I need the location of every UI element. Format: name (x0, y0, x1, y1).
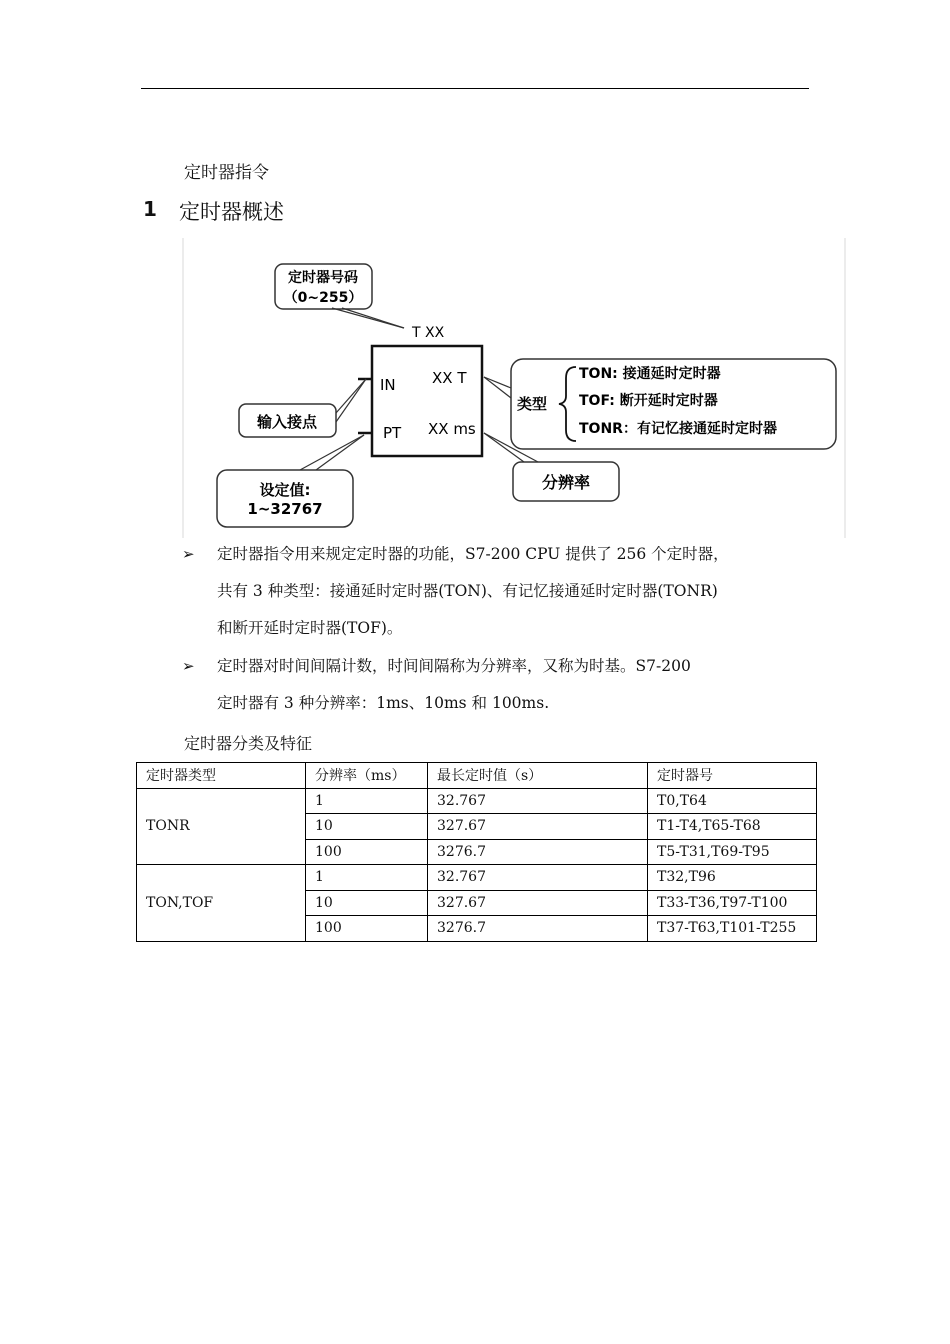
pin-pt: PT (383, 424, 402, 442)
output-ms: XX ms (428, 420, 476, 438)
bullet-arrow-icon: ➢ (182, 545, 195, 563)
table-header: 定时器号 (648, 763, 817, 789)
type-tonr: TONR：有记忆接通延时定时器 (579, 421, 777, 437)
timer-box (358, 346, 482, 456)
table-cell: T1-T4,T65-T68 (648, 814, 817, 840)
table-cell: 327.67 (428, 890, 648, 916)
timer-spec-table (136, 762, 817, 942)
document-title: 定时器指令 (184, 163, 269, 183)
table-cell: T37-T63,T101-T255 (648, 916, 817, 942)
table-cell: T33-T36,T97-T100 (648, 890, 817, 916)
table-header: 定时器类型 (137, 763, 306, 789)
bullet-line: 定时器对时间间隔计数，时间间隔称为分辨率，又称为时基。S7-200 (217, 657, 691, 675)
table-cell: 327.67 (428, 814, 648, 840)
type-label: 类型 (517, 395, 548, 413)
type-ton: TON: 接通延时定时器 (579, 366, 721, 382)
timer-type-cell: TONR (137, 788, 306, 865)
table-cell: T32,T96 (648, 865, 817, 891)
table-row (137, 788, 817, 814)
table-cell: 1 (306, 788, 428, 814)
preset-callout (217, 435, 364, 527)
bullet-line: 定时器有 3 种分辨率：1ms、10ms 和 100ms. (217, 694, 550, 712)
table-cell: T5-T31,T69-T95 (648, 839, 817, 865)
table-row (137, 865, 817, 891)
table-cell: 100 (306, 916, 428, 942)
preset-label: 设定值: (259, 481, 311, 499)
input-contact-label: 输入接点 (256, 413, 318, 431)
table-header: 分辨率（ms） (306, 763, 428, 789)
table-cell: T0,T64 (648, 788, 817, 814)
table-cell: 32.767 (428, 788, 648, 814)
timer-block-diagram (182, 238, 846, 538)
input-contact-callout (239, 379, 366, 437)
pin-in: IN (380, 376, 396, 394)
table-header: 最长定时值（s） (428, 763, 648, 789)
table-cell: 32.767 (428, 865, 648, 891)
table-caption: 定时器分类及特征 (184, 734, 313, 753)
bullet-line: 定时器指令用来规定定时器的功能，S7-200 CPU 提供了 256 个定时器， (217, 545, 729, 563)
bullet-line: 和断开延时定时器(TOF)。 (217, 619, 403, 637)
table-cell: 3276.7 (428, 916, 648, 942)
table-cell: 1 (306, 865, 428, 891)
type-tof: TOF: 断开延时定时器 (579, 393, 718, 409)
type-callout (484, 359, 836, 449)
header-rule (141, 88, 809, 89)
bullet-arrow-icon: ➢ (182, 657, 195, 675)
table-header-row (137, 763, 817, 789)
bullet-paragraph (182, 536, 822, 647)
section-number: 1 (143, 197, 157, 221)
timer-type-cell: TON,TOF (137, 865, 306, 942)
resolution-label: 分辨率 (541, 473, 591, 492)
table-cell: 100 (306, 839, 428, 865)
preset-range: 1~32767 (247, 500, 323, 518)
table-cell: 10 (306, 890, 428, 916)
timer-number-callout (275, 264, 404, 328)
bullet-line: 共有 3 种类型：接通延时定时器(TON)、有记忆接通延时定时器(TONR) (217, 582, 718, 600)
timer-name: T XX (412, 325, 445, 341)
output-t: XX T (432, 369, 467, 387)
timer-number-range: （0~255） (283, 290, 363, 306)
timer-number-label: 定时器号码 (288, 270, 358, 286)
section-title: 定时器概述 (179, 200, 284, 224)
table-cell: 3276.7 (428, 839, 648, 865)
bullet-paragraph (182, 648, 822, 722)
table-cell: 10 (306, 814, 428, 840)
